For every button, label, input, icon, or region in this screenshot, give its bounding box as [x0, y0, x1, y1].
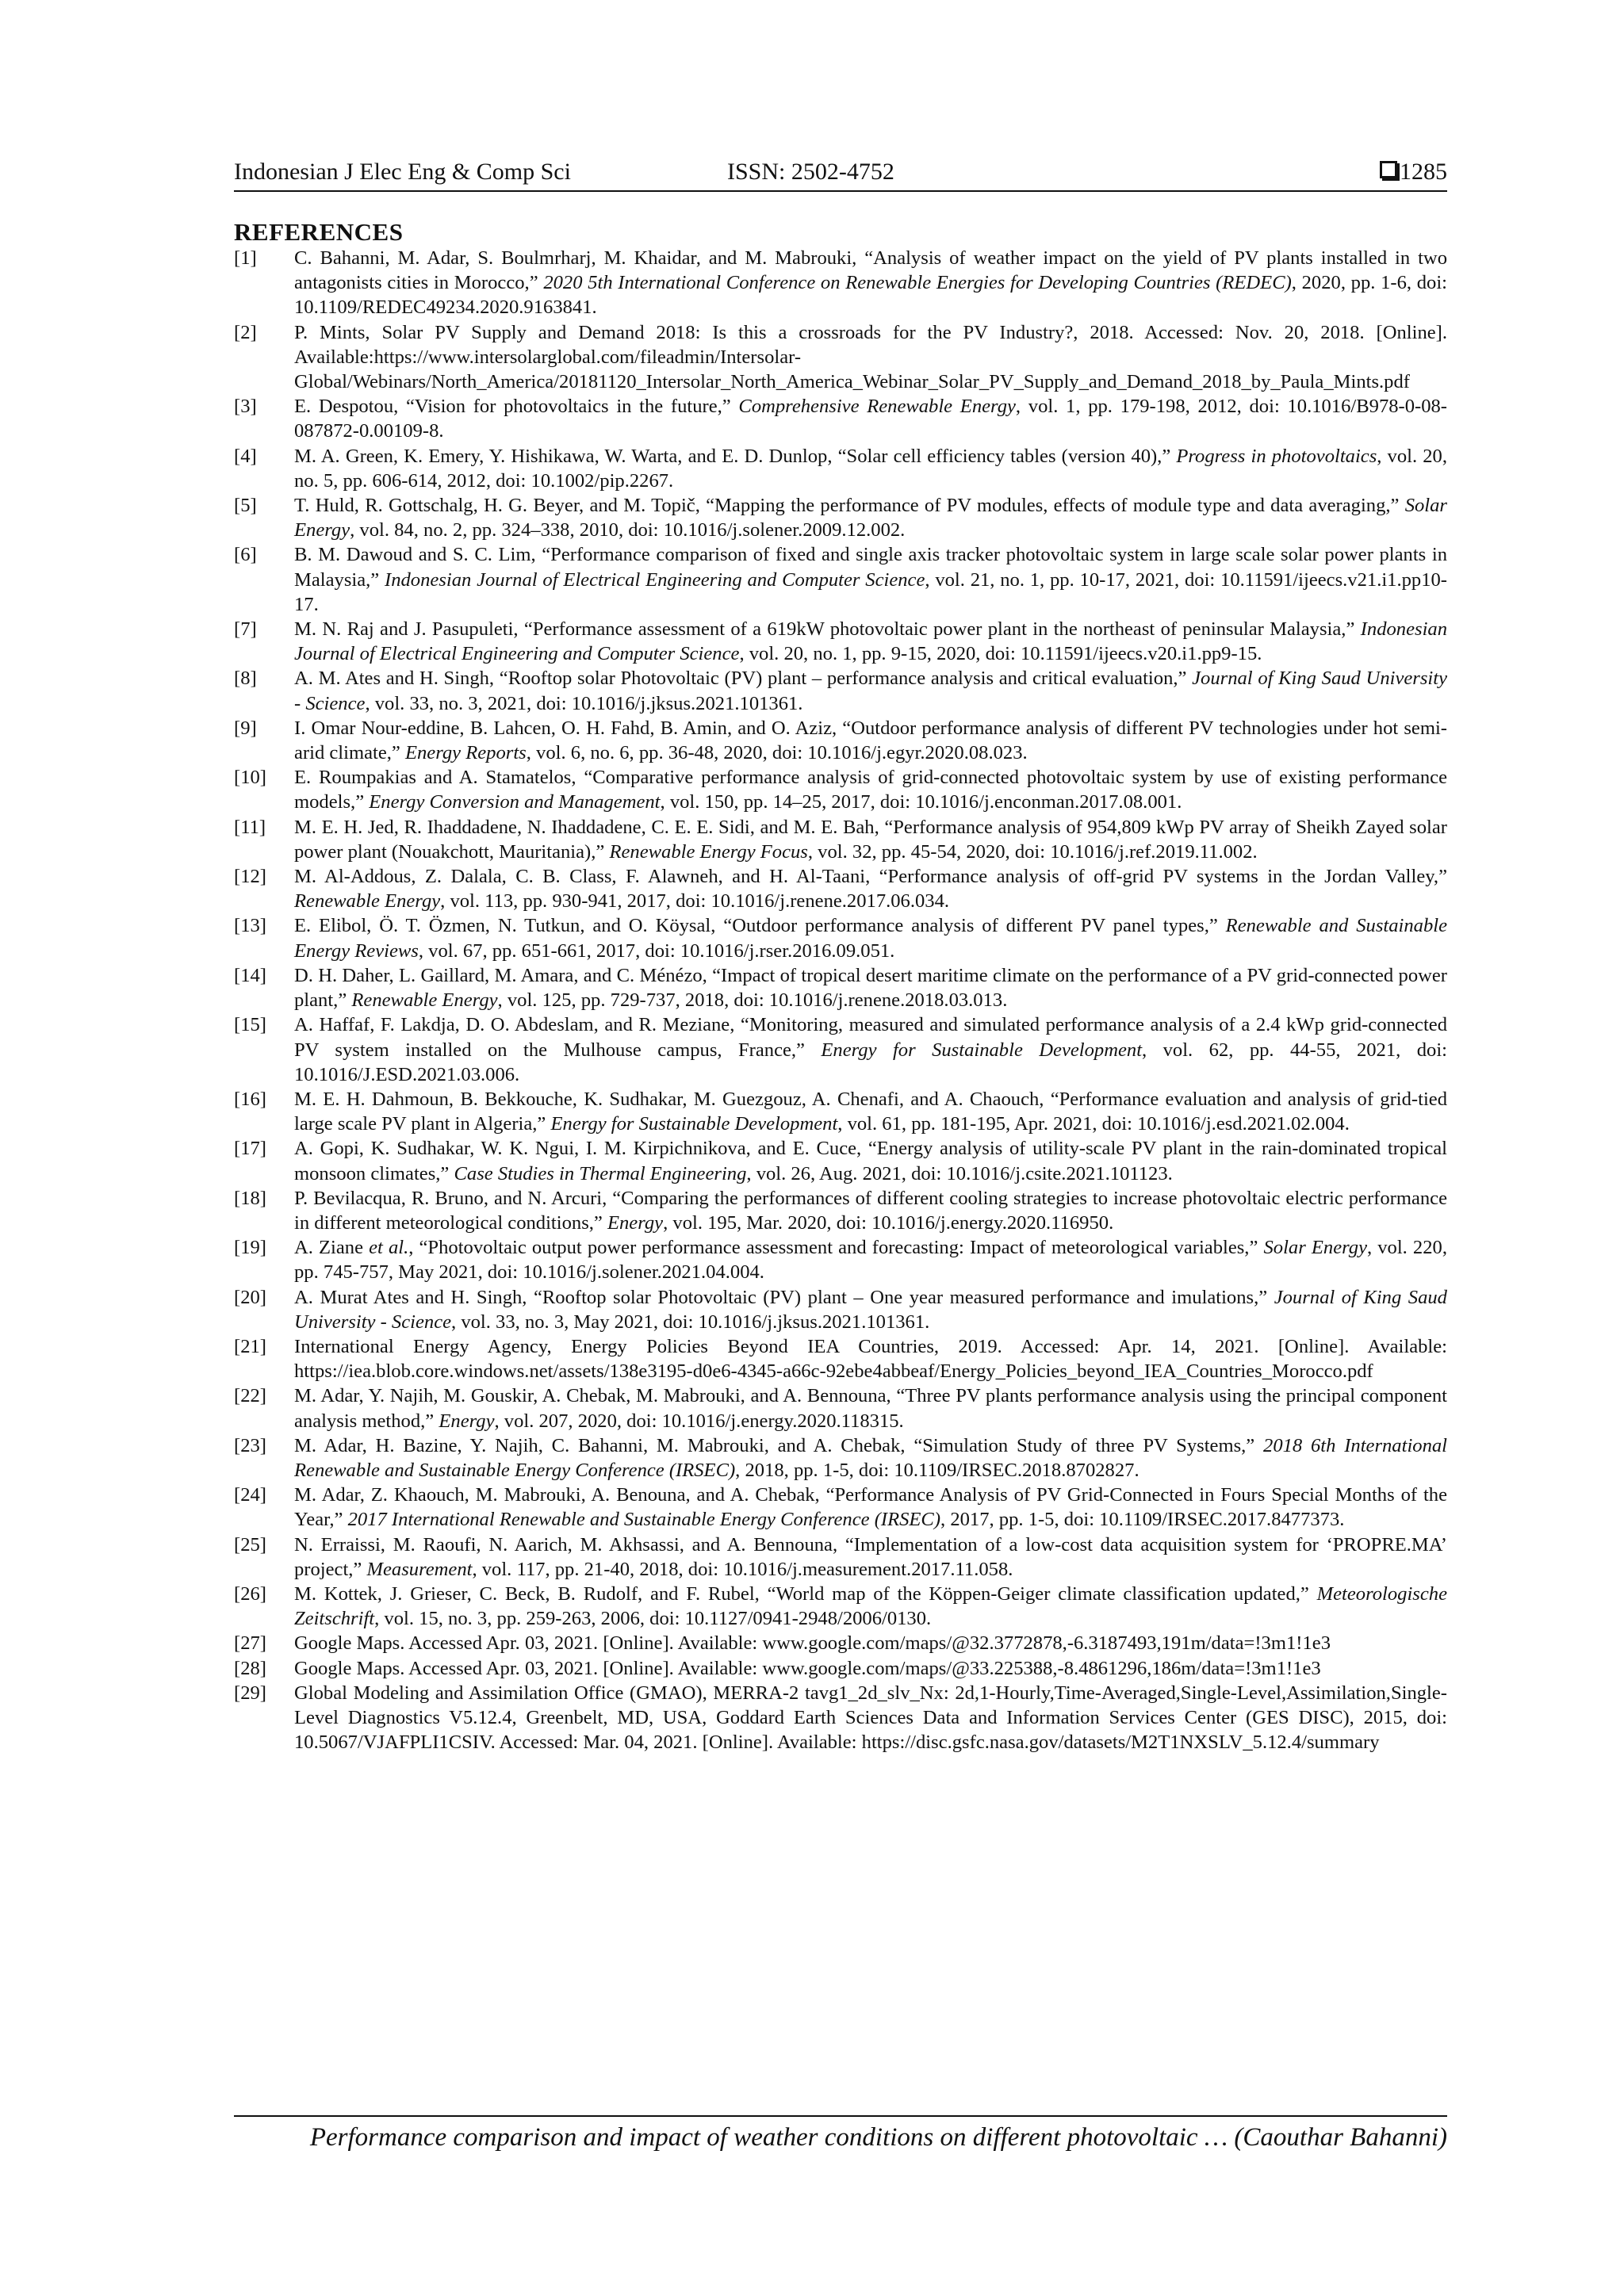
- reference-segment: , vol. 15, no. 3, pp. 259-263, 2006, doi: 10.1127/0941-2948/2006/0130.: [374, 1608, 932, 1630]
- reference-number: [23]: [234, 1434, 266, 1456]
- reference-text: [294, 1631, 1447, 1655]
- reference-segment: E. Roumpakias and A. Stamatelos, “Comparative performance analysis of grid-connected photovoltaic system by use of existing performance models,”: [294, 767, 1447, 813]
- page-number: 1285: [1400, 159, 1447, 185]
- reference-venue: Energy for Sustainable Development: [821, 1039, 1143, 1061]
- reference-text: [294, 815, 1447, 864]
- reference-venue: Case Studies in Thermal Engineering: [454, 1162, 747, 1184]
- reference-number: [19]: [234, 1237, 266, 1259]
- reference-segment: , vol. 150, pp. 14–25, 2017, doi: 10.1016/j.enconman.2017.08.001.: [660, 791, 1182, 813]
- reference-segment: T. Huld, R. Gottschalg, H. G. Beyer, and M. Topič, “Mapping the performance of PV modules, effects of module type and data averaging,”: [294, 495, 1405, 517]
- reference-venue: Comprehensive Renewable Energy: [738, 396, 1016, 418]
- reference-segment: I. Omar Nour-eddine, B. Lahcen, O. H. Fahd, B. Amin, and O. Aziz, “Outdoor performance analysis of different PV technologies under hot semi-arid climate,”: [294, 717, 1447, 764]
- reference-venue: Indonesian Journal of Electrical Engineering and Computer Science: [294, 618, 1447, 665]
- reference-segment: , “Photovoltaic output power performance assessment and forecasting: Impact of meteorological variables,”: [408, 1237, 1264, 1259]
- reference-segment: M. Adar, Z. Khaouch, M. Mabrouki, A. Benouna, and A. Chebak, “Performance Analysis of PV Grid-Connected in Fours Special Months of the Year,”: [294, 1484, 1447, 1531]
- reference-item: [234, 1433, 1447, 1483]
- reference-number: [2]: [234, 321, 257, 343]
- reference-segment: , vol. 62, pp. 44-55, 2021, doi: 10.1016/J.ESD.2021.03.006.: [294, 1039, 1447, 1085]
- reference-venue: et al.: [369, 1237, 409, 1259]
- reference-venue: Renewable and Sustainable Energy Reviews: [294, 915, 1447, 962]
- reference-item: [234, 765, 1447, 814]
- reference-item: [234, 1656, 1447, 1681]
- reference-segment: , 2020, pp. 1-6, doi: 10.1109/REDEC49234.2020.9163841.: [294, 272, 1447, 319]
- reference-segment: , vol. 207, 2020, doi: 10.1016/j.energy.2020.118315.: [494, 1410, 904, 1432]
- issn: ISSN: 2502-4752: [727, 159, 894, 185]
- reference-venue: Journal of King Saud University - Science: [294, 668, 1447, 714]
- reference-segment: M. E. H. Jed, R. Ihaddadene, N. Ihaddadene, C. E. E. Sidi, and M. E. Bah, “Performance analysis of 954,809 kWp PV array of Sheikh Zayed solar power plant (Nouakchott, Mauritania),”: [294, 816, 1447, 863]
- reference-number: [11]: [234, 816, 266, 838]
- reference-item: [234, 617, 1447, 666]
- reference-number: [9]: [234, 717, 257, 739]
- reference-text: [294, 444, 1447, 493]
- reference-venue: Meteorologische Zeitschrift: [294, 1582, 1447, 1630]
- reference-text: [294, 542, 1447, 617]
- reference-segment: , vol. 20, no. 1, pp. 9-15, 2020, doi: 10.11591/ijeecs.v20.i1.pp9-15.: [739, 643, 1262, 665]
- reference-segment: A. Gopi, K. Sudhakar, W. K. Ngui, I. M. Kirpichnikova, and E. Cuce, “Energy analysis of utility-scale PV plant in the rain-dominated tropical monsoon climates,”: [294, 1138, 1447, 1184]
- reference-item: [234, 1235, 1447, 1284]
- reference-item: [234, 1631, 1447, 1655]
- reference-item: [234, 666, 1447, 715]
- reference-item: [234, 963, 1447, 1012]
- reference-text: [294, 765, 1447, 814]
- reference-segment: E. Elibol, Ö. T. Özmen, N. Tutkun, and O. Köysal, “Outdoor performance analysis of different PV panel types,”: [294, 915, 1226, 937]
- reference-number: [26]: [234, 1582, 266, 1605]
- reference-item: [234, 1533, 1447, 1582]
- reference-item: [234, 320, 1447, 395]
- reference-segment: , vol. 117, pp. 21-40, 2018, doi: 10.1016/j.measurement.2017.11.058.: [472, 1558, 1013, 1580]
- reference-text: [294, 617, 1447, 666]
- reference-venue: Renewable Energy: [351, 989, 498, 1012]
- reference-item: [234, 1087, 1447, 1136]
- reference-number: [4]: [234, 445, 257, 467]
- reference-venue: Renewable Energy Focus: [609, 840, 808, 863]
- reference-segment: M. Al-Addous, Z. Dalala, C. B. Class, F. Alawneh, and H. Al-Taani, “Performance analysis of off-grid PV systems in the Jordan Valley,”: [294, 866, 1447, 888]
- reference-text: [294, 1087, 1447, 1136]
- reference-segment: , vol. 67, pp. 651-661, 2017, doi: 10.1016/j.rser.2016.09.051.: [418, 939, 895, 962]
- reference-number: [25]: [234, 1533, 266, 1556]
- reference-item: [234, 1012, 1447, 1087]
- reference-item: [234, 1582, 1447, 1631]
- reference-item: [234, 913, 1447, 962]
- reference-segment: International Energy Agency, Energy Policies Beyond IEA Countries, 2019. Accessed: Apr. 14, 2021. [Online]. Available: https://iea.blob.core.windows.net/assets/138e3195-d0e6-4345-a66c-92ebe4abbeaf/Energy_Policies_beyond_IEA_Countries_Morocco.pdf: [294, 1335, 1447, 1383]
- reference-number: [15]: [234, 1014, 266, 1036]
- reference-text: [294, 1383, 1447, 1433]
- reference-venue: Energy for Sustainable Development: [550, 1113, 838, 1135]
- reference-number: [7]: [234, 618, 257, 641]
- reference-item: [234, 444, 1447, 493]
- reference-segment: A. Ziane: [294, 1237, 370, 1259]
- reference-venue: Indonesian Journal of Electrical Engineering and Computer Science: [385, 568, 925, 591]
- references-heading: REFERENCES: [234, 218, 404, 246]
- reference-segment: , vol. 61, pp. 181-195, Apr. 2021, doi: 10.1016/j.esd.2021.02.004.: [837, 1113, 1350, 1135]
- reference-number: [10]: [234, 767, 266, 789]
- reference-text: [294, 394, 1447, 443]
- reference-segment: , 2017, pp. 1-5, doi: 10.1109/IRSEC.2017.8477373.: [940, 1509, 1345, 1531]
- reference-segment: , 2018, pp. 1-5, doi: 10.1109/IRSEC.2018.8702827.: [735, 1459, 1139, 1481]
- reference-segment: C. Bahanni, M. Adar, S. Boulmrharj, M. Khaidar, and M. Mabrouki, “Analysis of weather impact on the yield of PV plants installed in two antagonists cities in Morocco,”: [294, 247, 1447, 294]
- reference-segment: M. Kottek, J. Grieser, C. Beck, B. Rudolf, and F. Rubel, “World map of the Köppen-Geiger climate classification updated,”: [294, 1582, 1317, 1605]
- reference-segment: E. Despotou, “Vision for photovoltaics in the future,”: [294, 396, 739, 418]
- reference-segment: , vol. 33, no. 3, May 2021, doi: 10.1016/j.jksus.2021.101361.: [451, 1311, 930, 1333]
- reference-list: [234, 246, 1447, 1755]
- reference-segment: Google Maps. Accessed Apr. 03, 2021. [Online]. Available: www.google.com/maps/@32.3772878,-6.3187493,191m/data=!3m1!1e3: [294, 1632, 1331, 1655]
- reference-venue: Energy: [439, 1410, 495, 1432]
- reference-venue: Energy: [607, 1211, 664, 1234]
- reference-segment: P. Mints, Solar PV Supply and Demand 2018: Is this a crossroads for the PV Industry?, 2018. Accessed: Nov. 20, 2018. [Online]. Available:https://www.intersolarglobal.com/fileadmin/Intersolar-Global/Webinars/North_America/20181120_Intersolar_North_America_Webinar_Solar_PV_Supply_and_Demand_2018_by_Paula_Mints.pdf: [294, 321, 1447, 393]
- reference-segment: P. Bevilacqua, R. Bruno, and N. Arcuri, “Comparing the performances of different cooling strategies to increase photovoltaic electric performance in different meteorological conditions,”: [294, 1187, 1447, 1234]
- reference-text: [294, 963, 1447, 1012]
- reference-segment: M. A. Green, K. Emery, Y. Hishikawa, W. Warta, and E. D. Dunlop, “Solar cell efficiency tables (version 40),”: [294, 445, 1177, 467]
- reference-number: [3]: [234, 396, 257, 418]
- reference-item: [234, 1483, 1447, 1532]
- reference-segment: M. Adar, Y. Najih, M. Gouskir, A. Chebak, M. Mabrouki, and A. Bennouna, “Three PV plants performance analysis using the principal component analysis method,”: [294, 1385, 1447, 1432]
- reference-item: [234, 864, 1447, 913]
- reference-venue: Solar Energy: [294, 495, 1447, 541]
- reference-venue: Solar Energy: [1263, 1237, 1367, 1259]
- reference-segment: D. H. Daher, L. Gaillard, M. Amara, and C. Ménézo, “Impact of tropical desert maritime climate on the performance of a PV grid-connected power plant,”: [294, 964, 1447, 1012]
- reference-segment: A. Murat Ates and H. Singh, “Rooftop solar Photovoltaic (PV) plant – One year measured performance and imulations,”: [294, 1286, 1274, 1308]
- reference-segment: , vol. 84, no. 2, pp. 324–338, 2010, doi: 10.1016/j.solener.2009.12.002.: [350, 519, 906, 541]
- reference-segment: M. N. Raj and J. Pasupuleti, “Performance assessment of a 619kW photovoltaic power plant in the northeast of peninsular Malaysia,”: [294, 618, 1361, 641]
- reference-text: [294, 320, 1447, 395]
- reference-text: [294, 1334, 1447, 1383]
- header-rule: [234, 190, 1447, 192]
- reference-segment: M. Adar, H. Bazine, Y. Najih, C. Bahanni, M. Mabrouki, and A. Chebak, “Simulation Study of three PV Systems,”: [294, 1434, 1264, 1456]
- reference-item: [234, 542, 1447, 617]
- reference-venue: 2020 5th International Conference on Renewable Energies for Developing Countries (REDEC): [543, 272, 1292, 294]
- reference-segment: , vol. 113, pp. 930-941, 2017, doi: 10.1016/j.renene.2017.06.034.: [440, 890, 950, 913]
- reference-segment: Global Modeling and Assimilation Office (GMAO), MERRA-2 tavg1_2d_slv_Nx: 2d,1-Hourly,Time-Averaged,Single-Level,Assimilation,Single-Level Diagnostics V5.12.4, Greenbelt, MD, USA, Goddard Earth Sciences Data and Information Services Center (GES DISC), 2015, doi: 10.5067/VJAFPLI1CSIV. Accessed: Mar. 04, 2021. [Online]. Available: https://disc.gsfc.nasa.gov/datasets/M2T1NXSLV_5.12.4/summary: [294, 1682, 1447, 1754]
- reference-item: [234, 1285, 1447, 1334]
- reference-text: [294, 1681, 1447, 1755]
- reference-number: [16]: [234, 1088, 266, 1110]
- reference-text: [294, 1136, 1447, 1185]
- reference-item: [234, 394, 1447, 443]
- reference-text: [294, 666, 1447, 715]
- reference-text: [294, 246, 1447, 320]
- page-header: [234, 156, 1447, 188]
- reference-venue: Energy Reports: [404, 742, 527, 764]
- reference-text: [294, 1433, 1447, 1483]
- reference-text: [294, 1285, 1447, 1334]
- reference-number: [8]: [234, 668, 257, 690]
- reference-item: [234, 1136, 1447, 1185]
- reference-segment: N. Erraissi, M. Raoufi, N. Aarich, M. Akhsassi, and A. Bennouna, “Implementation of a low-cost data acquisition system for ‘PROPRE.MA’ project,”: [294, 1533, 1447, 1580]
- reference-text: [294, 1582, 1447, 1631]
- reference-venue: Progress in photovoltaics: [1176, 445, 1377, 467]
- reference-venue: Renewable Energy: [294, 890, 441, 913]
- footer-rule: [234, 2115, 1447, 2117]
- reference-number: [1]: [234, 247, 257, 269]
- reference-number: [18]: [234, 1187, 266, 1209]
- reference-text: [294, 913, 1447, 962]
- reference-item: [234, 815, 1447, 864]
- reference-text: [294, 493, 1447, 542]
- reference-item: [234, 716, 1447, 765]
- reference-number: [5]: [234, 495, 257, 517]
- page-box-icon: [1380, 161, 1397, 178]
- reference-number: [21]: [234, 1335, 266, 1357]
- reference-text: [294, 1186, 1447, 1235]
- reference-number: [27]: [234, 1632, 266, 1655]
- reference-segment: , vol. 125, pp. 729-737, 2018, doi: 10.1016/j.renene.2018.03.013.: [497, 989, 1008, 1012]
- reference-segment: , vol. 1, pp. 179-198, 2012, doi: 10.1016/B978-0-08-087872-0.00109-8.: [294, 396, 1447, 442]
- reference-segment: , vol. 20, no. 5, pp. 606-614, 2012, doi: 10.1002/pip.2267.: [294, 445, 1448, 492]
- reference-segment: , vol. 21, no. 1, pp. 10-17, 2021, doi: 10.11591/ijeecs.v21.i1.pp10-17.: [294, 568, 1447, 615]
- reference-segment: , vol. 33, no. 3, 2021, doi: 10.1016/j.jksus.2021.101361.: [365, 692, 803, 714]
- reference-number: [24]: [234, 1484, 266, 1506]
- reference-segment: B. M. Dawoud and S. C. Lim, “Performance comparison of fixed and single axis tracker photovoltaic system in large scale solar power plants in Malaysia,”: [294, 544, 1447, 591]
- reference-number: [13]: [234, 915, 266, 937]
- reference-venue: Energy Conversion and Management: [369, 791, 661, 813]
- reference-number: [28]: [234, 1657, 266, 1679]
- reference-item: [234, 1681, 1447, 1755]
- reference-number: [29]: [234, 1682, 266, 1704]
- journal-name: Indonesian J Elec Eng & Comp Sci: [234, 159, 571, 185]
- reference-item: [234, 1186, 1447, 1235]
- reference-number: [22]: [234, 1385, 266, 1407]
- reference-item: [234, 1383, 1447, 1433]
- reference-segment: , vol. 32, pp. 45-54, 2020, doi: 10.1016/j.ref.2019.11.002.: [807, 840, 1258, 863]
- reference-segment: A. Haffaf, F. Lakdja, D. O. Abdeslam, and R. Meziane, “Monitoring, measured and simulated performance analysis of a 2.4 kWp grid-connected PV system installed on the Mulhouse campus, France,”: [294, 1014, 1447, 1061]
- reference-segment: M. E. H. Dahmoun, B. Bekkouche, K. Sudhakar, M. Guezgouz, A. Chenafi, and A. Chaouch, “Performance evaluation and analysis of grid-tied large scale PV plant in Algeria,”: [294, 1088, 1447, 1135]
- reference-segment: A. M. Ates and H. Singh, “Rooftop solar Photovoltaic (PV) plant – performance analysis and critical evaluation,”: [294, 668, 1193, 690]
- reference-number: [20]: [234, 1286, 266, 1308]
- reference-text: [294, 1483, 1447, 1532]
- reference-number: [6]: [234, 544, 257, 566]
- reference-segment: , vol. 26, Aug. 2021, doi: 10.1016/j.csite.2021.101123.: [746, 1162, 1173, 1184]
- reference-venue: 2018 6th International Renewable and Sustainable Energy Conference (IRSEC): [294, 1434, 1447, 1481]
- reference-text: [294, 864, 1447, 913]
- reference-text: [294, 1656, 1447, 1681]
- reference-number: [14]: [234, 964, 266, 986]
- reference-text: [294, 1012, 1447, 1087]
- reference-venue: Measurement: [366, 1558, 473, 1580]
- reference-segment: , vol. 195, Mar. 2020, doi: 10.1016/j.energy.2020.116950.: [663, 1211, 1114, 1234]
- reference-text: [294, 1533, 1447, 1582]
- reference-text: [294, 716, 1447, 765]
- reference-number: [17]: [234, 1138, 266, 1160]
- reference-segment: , vol. 6, no. 6, pp. 36-48, 2020, doi: 10.1016/j.egyr.2020.08.023.: [526, 742, 1028, 764]
- reference-segment: , vol. 220, pp. 745-757, May 2021, doi: 10.1016/j.solener.2021.04.004.: [294, 1237, 1447, 1284]
- reference-item: [234, 246, 1447, 320]
- reference-venue: 2017 International Renewable and Sustainable Energy Conference (IRSEC): [347, 1509, 941, 1531]
- reference-item: [234, 493, 1447, 542]
- reference-number: [12]: [234, 866, 266, 888]
- reference-text: [294, 1235, 1447, 1284]
- reference-item: [234, 1334, 1447, 1383]
- reference-segment: Google Maps. Accessed Apr. 03, 2021. [Online]. Available: www.google.com/maps/@33.225388,-8.4861296,186m/data=!3m1!1e3: [294, 1657, 1321, 1679]
- reference-venue: Journal of King Saud University - Science: [294, 1286, 1447, 1333]
- page-footer: Performance comparison and impact of weather conditions on different photovoltaic … (Caouthar Bahanni): [309, 2123, 1447, 2152]
